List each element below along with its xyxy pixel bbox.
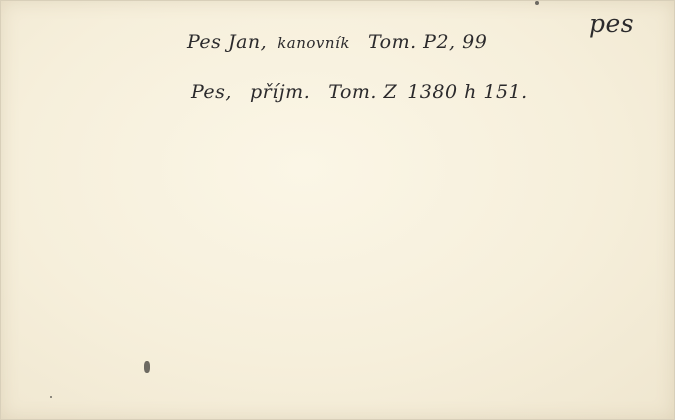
- paper-blemish: [50, 396, 52, 398]
- entry-2-reference-volume: Tom. Z: [328, 81, 398, 103]
- corner-keyword: pes: [589, 9, 635, 38]
- entry-1-reference: Tom. P2, 99: [367, 31, 488, 53]
- entry-2-role: příjm.: [249, 81, 311, 103]
- entry-1-name: Pes Jan,: [187, 31, 268, 53]
- entry-line-1: [187, 31, 487, 53]
- entry-2-name: Pes,: [191, 81, 232, 103]
- entry-line-2: [191, 81, 528, 103]
- paper-blemish: [535, 1, 539, 5]
- entry-2-reference-page: 1380 h 151.: [407, 81, 528, 103]
- paper-blemish: [144, 361, 150, 373]
- entry-1-role: kanovník: [277, 34, 350, 52]
